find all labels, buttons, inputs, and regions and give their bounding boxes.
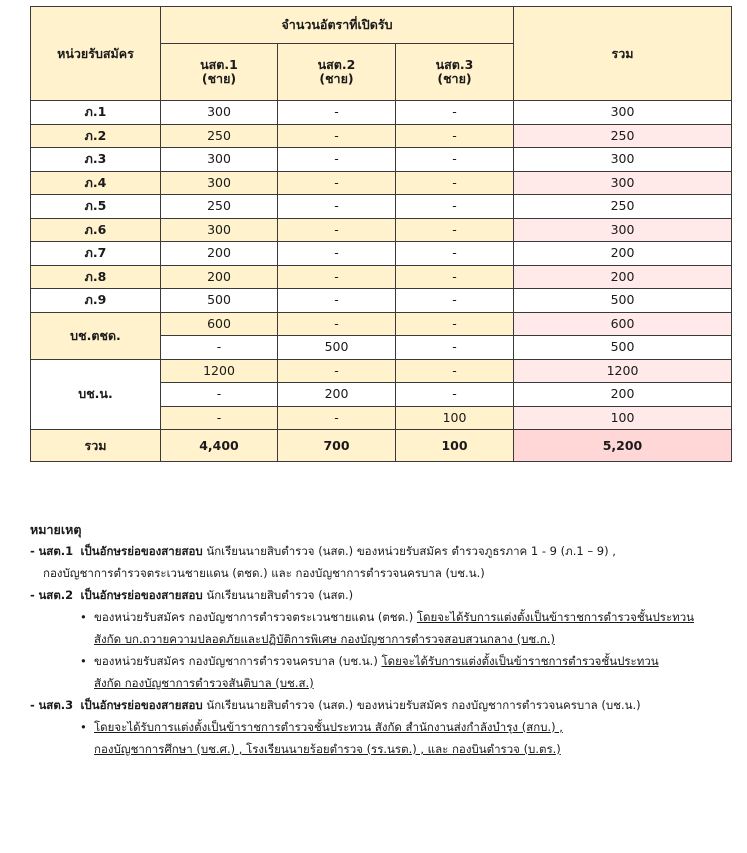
table-row: [31, 101, 732, 125]
notes-section: [30, 522, 742, 764]
cell-total: 600: [514, 312, 732, 336]
quota-table: [30, 6, 732, 462]
cell-nst2: -: [278, 406, 396, 430]
cell-nst1: 600: [161, 312, 278, 336]
cell-total: 200: [514, 383, 732, 407]
note-nst2-bullet-1: • ของหน่วยรับสมัคร กองบัญชาการตำรวจตระเวนชายแดน (ตชด.) โดยจะได้รับการแต่งตั้งเป็นข้าราชการตำรวจชั้นประทวน: [80, 610, 695, 625]
col-header-nst1: นสต.1 (ชาย): [161, 44, 278, 101]
note-nst2-bullet-1-cont: สังกัด บก.ถวายความปลอดภัยและปฏิบัติการพิเศษ กองบัญชาการตำรวจสอบสวนกลาง (บช.ก.): [94, 632, 555, 646]
cell-nst3: -: [396, 148, 514, 172]
sum-nst2: 700: [278, 430, 396, 462]
note-nst3: - นสต.3 เป็นอักษรย่อของสายสอบ นักเรียนนายสิบตำรวจ (นสต.) ของหน่วยรับสมัคร กองบัญชาการตำรวจนครบาล (บช.น.): [30, 697, 641, 712]
cell-total: 1200: [514, 359, 732, 383]
cell-nst1: 300: [161, 171, 278, 195]
row-unit: ภ.7: [31, 242, 161, 266]
cell-total: 200: [514, 265, 732, 289]
cell-total: 100: [514, 406, 732, 430]
cell-nst1: -: [161, 383, 278, 407]
row-unit: ภ.4: [31, 171, 161, 195]
note-nst2-bullet-2-cont: สังกัด กองบัญชาการตำรวจสันติบาล (บช.ส.): [94, 675, 314, 690]
cell-nst3: 100: [396, 406, 514, 430]
notes-title: หมายเหตุ: [30, 522, 82, 537]
cell-nst2: -: [278, 265, 396, 289]
cell-total: 250: [514, 124, 732, 148]
sum-nst1: 4,400: [161, 430, 278, 462]
cell-nst2: -: [278, 218, 396, 242]
cell-total: 200: [514, 242, 732, 266]
cell-nst2: -: [278, 359, 396, 383]
table-row: [31, 124, 732, 148]
cell-nst2: -: [278, 101, 396, 125]
sum-label: รวม: [31, 430, 161, 462]
cell-nst1: 200: [161, 265, 278, 289]
cell-nst2: -: [278, 148, 396, 172]
cell-nst1: 1200: [161, 359, 278, 383]
table-row: [31, 195, 732, 219]
sum-total: 5,200: [514, 430, 732, 462]
cell-nst1: 300: [161, 218, 278, 242]
cell-total: 300: [514, 171, 732, 195]
cell-total: 300: [514, 218, 732, 242]
cell-nst3: -: [396, 359, 514, 383]
table-row: [31, 359, 732, 383]
row-unit: ภ.3: [31, 148, 161, 172]
bullet-icon: •: [80, 653, 87, 668]
table-row: [31, 148, 732, 172]
cell-nst3: -: [396, 101, 514, 125]
table-row: [31, 218, 732, 242]
cell-total: 250: [514, 195, 732, 219]
cell-nst3: -: [396, 218, 514, 242]
cell-nst2: -: [278, 312, 396, 336]
cell-nst3: -: [396, 383, 514, 407]
note-nst3-bullet-1-cont: กองบัญชาการศึกษา (บช.ศ.) , โรงเรียนนายร้อยตำรวจ (รร.นรต.) , และ กองบินตำรวจ (บ.ตร.): [94, 741, 561, 756]
col-header-nst2: นสต.2 (ชาย): [278, 44, 396, 101]
row-unit-bchn: บช.น.: [31, 359, 161, 430]
cell-total: 500: [514, 336, 732, 360]
row-unit: ภ.6: [31, 218, 161, 242]
row-unit: ภ.5: [31, 195, 161, 219]
cell-nst3: -: [396, 312, 514, 336]
table-row: [31, 242, 732, 266]
cell-nst2: -: [278, 195, 396, 219]
cell-nst2: -: [278, 171, 396, 195]
table-row: [31, 171, 732, 195]
cell-nst3: -: [396, 265, 514, 289]
cell-nst1: -: [161, 406, 278, 430]
sum-row: [31, 430, 732, 462]
note-nst3-bullet-1: • โดยจะได้รับการแต่งตั้งเป็นข้าราชการตำรวจชั้นประทวน สังกัด สำนักงานส่งกำลังบำรุง (สกบ.) ,: [80, 719, 563, 734]
cell-nst1: 500: [161, 289, 278, 313]
cell-nst2: -: [278, 289, 396, 313]
cell-nst2: -: [278, 242, 396, 266]
cell-nst3: -: [396, 124, 514, 148]
note-nst2: - นสต.2 เป็นอักษรย่อของสายสอบ นักเรียนนายสิบตำรวจ (นสต.): [30, 588, 354, 603]
row-unit: ภ.1: [31, 101, 161, 125]
table-row: [31, 289, 732, 313]
total-header: รวม: [514, 7, 732, 101]
bullet-icon: •: [80, 610, 87, 625]
cell-nst2: -: [278, 124, 396, 148]
note-nst1-cont: กองบัญชาการตำรวจตระเวนชายแดน (ตชด.) และ กองบัญชาการตำรวจนครบาล (บช.น.): [43, 566, 485, 581]
cell-nst2: 200: [278, 383, 396, 407]
cell-nst1: 300: [161, 101, 278, 125]
bullet-icon: •: [80, 719, 87, 734]
col-header-nst3: นสต.3 (ชาย): [396, 44, 514, 101]
sum-nst3: 100: [396, 430, 514, 462]
cell-nst1: 300: [161, 148, 278, 172]
unit-header: หน่วยรับสมัคร: [31, 7, 161, 101]
cell-total: 300: [514, 148, 732, 172]
cell-nst3: -: [396, 336, 514, 360]
row-unit: ภ.2: [31, 124, 161, 148]
note-nst1: - นสต.1 เป็นอักษรย่อของสายสอบ นักเรียนนายสิบตำรวจ (นสต.) ของหน่วยรับสมัคร ตำรวจภูธรภาค 1 - 9 (ภ.1 – 9) ,: [30, 544, 616, 559]
cell-nst1: 200: [161, 242, 278, 266]
cell-nst1: 250: [161, 124, 278, 148]
cell-total: 300: [514, 101, 732, 125]
cell-nst1: -: [161, 336, 278, 360]
cell-nst3: -: [396, 242, 514, 266]
cell-nst3: -: [396, 195, 514, 219]
quota-group-header: จำนวนอัตราที่เปิดรับ: [161, 7, 514, 44]
row-unit: ภ.9: [31, 289, 161, 313]
note-nst2-bullet-2: • ของหน่วยรับสมัคร กองบัญชาการตำรวจนครบาล (บช.น.) โดยจะได้รับการแต่งตั้งเป็นข้าราชการตำรวจชั้นประทวน: [80, 653, 659, 668]
cell-nst1: 250: [161, 195, 278, 219]
cell-nst3: -: [396, 171, 514, 195]
cell-nst2: 500: [278, 336, 396, 360]
cell-total: 500: [514, 289, 732, 313]
cell-nst3: -: [396, 289, 514, 313]
table-row: [31, 312, 732, 336]
row-unit: ภ.8: [31, 265, 161, 289]
table-row: [31, 265, 732, 289]
row-unit-bchd: บช.ตชด.: [31, 312, 161, 359]
